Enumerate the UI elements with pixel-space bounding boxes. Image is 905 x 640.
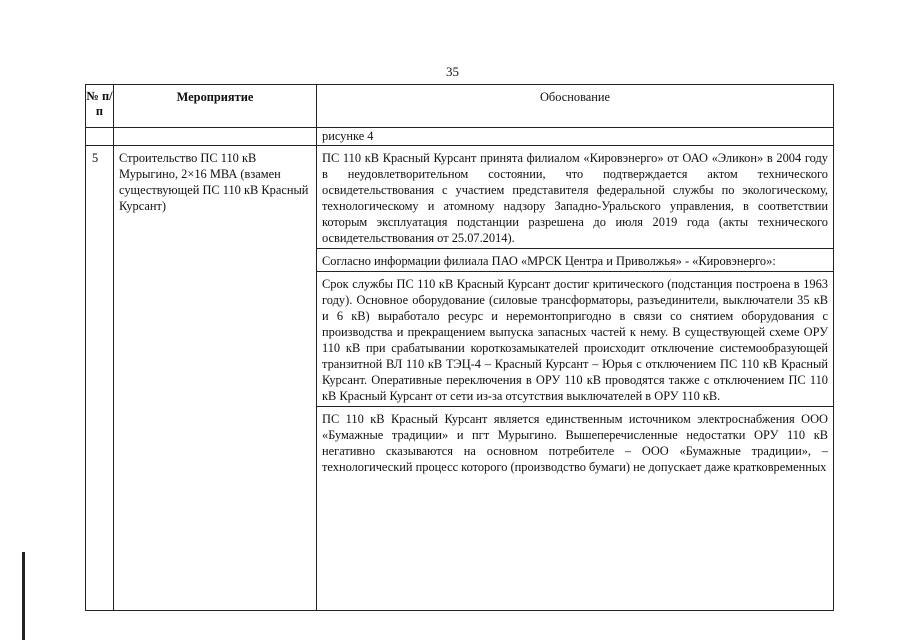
justification-paragraph-2: Согласно информации филиала ПАО «МРСК Центра и Приволжья» - «Кировэнерго»: [317, 252, 833, 272]
continuation-measure-cell [114, 128, 317, 146]
row-num: 5 [86, 146, 114, 611]
justification-paragraph-1: ПС 110 кВ Красный Курсант принята филиалом «Кировэнерго» от ОАО «Эликон» в 2004 году в неудовлетворительном состоянии, что подтверждается актом технического освидетельствования с участием представителя федеральной службы по экологическому, технологическому и атомному надзору Западно-Уральского управления, в соответствии которым эксплуатация подстанции разрешена до июля 2019 года (акты технического освидетельствования от 25.07.2014). [317, 146, 833, 249]
header-justification: Обоснование [317, 85, 834, 128]
header-num-label: № п/п [86, 89, 113, 118]
table-header-row [86, 85, 834, 128]
row-measure: Строительство ПС 110 кВ Мурыгино, 2×16 МВА (взамен существующей ПС 110 кВ Красный Курсант) [114, 146, 317, 611]
table-row [86, 146, 834, 611]
scan-binding-edge [22, 552, 25, 640]
continuation-text: рисунке 4 [317, 128, 834, 146]
page-number: 35 [446, 64, 459, 79]
justification-paragraph-3: Срок службы ПС 110 кВ Красный Курсант достиг критического (подстанция построена в 1963 году). Основное оборудование (силовые трансформаторы, разъединители, выключатели 35 кВ и 6 кВ) выработало ресурс и неремонтопригодно в связи со снятием оборудования с производства и прекращением выпуска запасных частей к нему. В существующей схеме ОРУ 110 кВ при срабатывании короткозамыкателей происходит отключение системообразующей транзитной ВЛ 110 кВ ТЭЦ-4 – Красный Курсант – Юрья с отключением ПС 110 кВ Красный Курсант. Оперативные переключения в ОРУ 110 кВ проводятся также с отключением ПС 110 кВ Красный Курсант от сети из-за отсутствия выключателей в ОРУ 110 кВ. [317, 275, 833, 407]
continuation-row [86, 128, 834, 146]
row-justification [317, 146, 834, 611]
header-measure: Мероприятие [114, 85, 317, 128]
continuation-num-cell [86, 128, 114, 146]
justification-paragraph-4: ПС 110 кВ Красный Курсант является единственным источником электроснабжения ООО «Бумажные традиции» и пгт Мурыгино. Вышеперечисленные недостатки ОРУ 110 кВ негативно сказываются на основном потребителе – ООО «Бумажные традиции», – технологический процесс которого (производство бумаги) не допускает даже кратковременных [322, 412, 828, 474]
measures-table [85, 84, 834, 611]
header-num [86, 85, 114, 128]
